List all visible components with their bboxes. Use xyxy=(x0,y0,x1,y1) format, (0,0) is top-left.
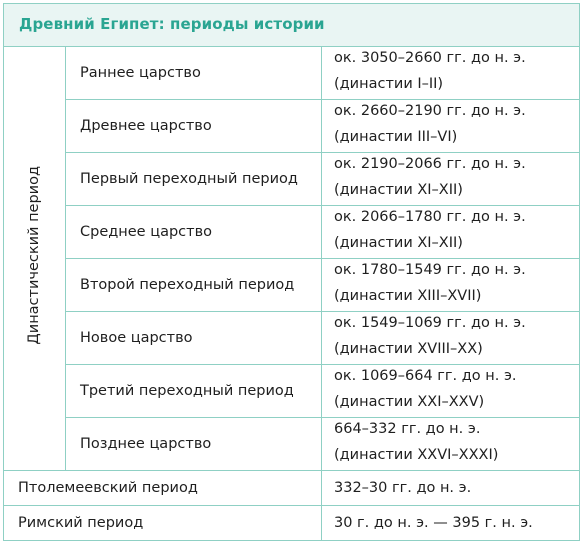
period-date-cell xyxy=(322,365,580,418)
periods-table xyxy=(3,3,580,541)
period-date: ок. 3050–2660 гг. до н. э. xyxy=(334,50,526,67)
period-name: Позднее царство xyxy=(66,418,322,471)
period-date: ок. 1069–664 гг. до н. э. xyxy=(334,368,517,385)
period-date-cell xyxy=(322,259,580,312)
period-dynasties: (династии XI–XII) xyxy=(334,182,463,198)
period-date-cell xyxy=(322,418,580,471)
period-name: Первый переходный период xyxy=(66,153,322,206)
period-name: Новое царство xyxy=(66,312,322,365)
period-name: Среднее царство xyxy=(66,206,322,259)
table-title-row xyxy=(4,4,580,47)
period-date: 664–332 гг. до н. э. xyxy=(334,421,481,438)
period-dynasties: (династии XXI–XXV) xyxy=(334,394,485,410)
table-row xyxy=(4,47,580,100)
table-title: Древний Египет: периоды истории xyxy=(4,4,580,47)
period-name: Третий переходный период xyxy=(66,365,322,418)
period-dynasties: (династии XXVI–XXXI) xyxy=(334,447,499,463)
period-name: Древнее царство xyxy=(66,100,322,153)
table-row xyxy=(4,471,580,506)
period-date-cell xyxy=(322,47,580,100)
table-row xyxy=(4,259,580,312)
table-row xyxy=(4,365,580,418)
period-dynasties: (династии XI–XII) xyxy=(334,235,463,251)
period-date-cell xyxy=(322,312,580,365)
dynastic-period-cell xyxy=(4,47,66,471)
period-dynasties: (династии XVIII–XX) xyxy=(334,341,483,357)
period-date: ок. 2066–1780 гг. до н. э. xyxy=(334,209,526,226)
period-name: Раннее царство xyxy=(66,47,322,100)
period-name: Римский период xyxy=(4,506,322,541)
period-dynasties: (династии I–II) xyxy=(334,76,444,92)
table-row xyxy=(4,418,580,471)
period-name: Птолемеевский период xyxy=(4,471,322,506)
period-date: ок. 2660–2190 гг. до н. э. xyxy=(334,103,526,120)
table-row xyxy=(4,312,580,365)
period-date-cell xyxy=(322,100,580,153)
period-date: 332–30 гг. до н. э. xyxy=(322,471,580,506)
period-date: ок. 2190–2066 гг. до н. э. xyxy=(334,156,526,173)
period-date-cell xyxy=(322,206,580,259)
table-row xyxy=(4,506,580,541)
table-row xyxy=(4,100,580,153)
period-dynasties: (династии XIII–XVII) xyxy=(334,288,482,304)
table-row xyxy=(4,206,580,259)
period-date: ок. 1780–1549 гг. до н. э. xyxy=(334,262,526,279)
period-date: ок. 1549–1069 гг. до н. э. xyxy=(334,315,526,332)
period-dynasties: (династии III–VI) xyxy=(334,129,458,145)
period-date: 30 г. до н. э. — 395 г. н. э. xyxy=(322,506,580,541)
period-name: Второй переходный период xyxy=(66,259,322,312)
table-row xyxy=(4,153,580,206)
dynastic-period-label: Династический период xyxy=(26,166,43,345)
period-date-cell xyxy=(322,153,580,206)
